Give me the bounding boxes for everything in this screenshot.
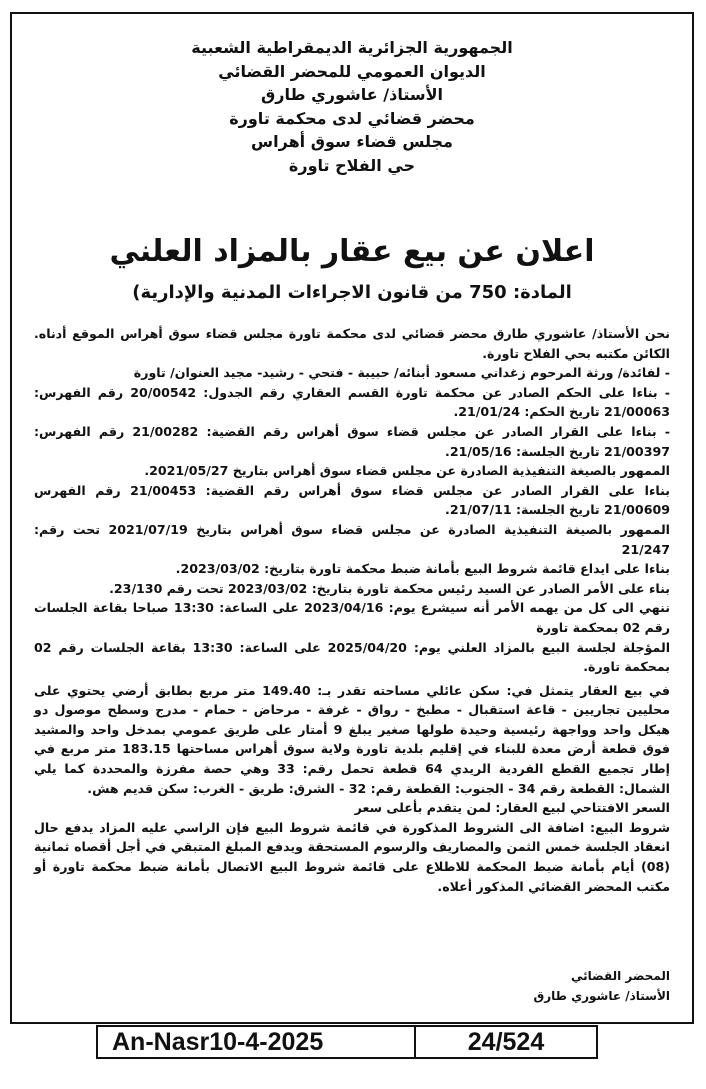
body-paragraph: بناء على الأمر الصادر عن السيد رئيس محكمة تاورة بتاريخ: 2023/03/02 تحت رقم 23/130. — [109, 580, 670, 596]
announcement-body — [34, 324, 670, 896]
announcement-header — [12, 36, 692, 177]
opening-price: السعر الافتتاحي لبيع العقار: لمن يتقدم بأعلى سعر — [354, 800, 670, 816]
publication-source: An-Nasr10-4-2025 — [112, 1027, 324, 1056]
announcement-subtitle: المادة: 750 من قانون الاجراءات المدنية والإدارية) — [132, 282, 572, 303]
publication-number: 24/524 — [467, 1027, 545, 1056]
sale-conditions: شروط البيع: اضافة الى الشروط المذكورة في قائمة شروط البيع فإن الراسي عليه المزاد يدفع حال انعقاد الجلسة خمس الثمن والمصاريف والرسوم المستحقة ويدفع المبلغ المتبقي في أجل أقصاه ثمانية (08) أيام بأمانة ضبط المحكمة للاطلاع على قائمة شروط البيع الاتصال بأمانة ضبط محكمة تاورة أو مكتب المحضر القضائي المذكور أعلاه. — [34, 819, 670, 894]
header-line-court: محضر قضائي لدى محكمة تاورة — [229, 108, 475, 128]
body-paragraph: - بناءا على الحكم الصادر عن محكمة تاورة القسم العقاري رقم الجدول: 20/00542 رقم الفهرس: 21/00063 تاريخ الحكم: 21/01/24. — [34, 384, 670, 420]
body-paragraph: الممهور بالصيغة التنفيذية الصادرة عن مجلس قضاء سوق أهراس بتاريخ 2021/07/19 تحت رقم: 21/247 — [34, 521, 670, 557]
announcement-sheet — [10, 12, 694, 1024]
body-paragraph: الممهور بالصيغة التنفيذية الصادرة عن مجلس قضاء سوق أهراس بتاريخ 2021/05/27. — [144, 463, 670, 479]
header-line-address: حي الفلاح تاورة — [288, 155, 416, 175]
signature-name: الأستاذ/ عاشوري طارق — [533, 989, 670, 1003]
header-line-council: مجلس قضاء سوق أهراس — [251, 132, 453, 151]
body-paragraph: بناءا على القرار الصادر عن مجلس قضاء سوق أهراس رقم القضية: 21/00453 رقم الفهرس 21/00609 تاريخ الجلسة: 21/07/11. — [34, 482, 671, 518]
body-paragraph: ننهي الى كل من يهمه الأمر أنه سيشرع يوم: 2023/04/16 على الساعة: 13:30 صباحا بقاعة الجلسات رقم 02 بمحكمة تاورة — [34, 600, 670, 635]
header-line-republic: الجمهورية الجزائرية الديمقراطية الشعبية — [191, 38, 513, 57]
body-paragraph: - بناءا على القرار الصادر عن مجلس قضاء سوق أهراس رقم القضية: 21/00282 رقم الفهرس: 21/00397 تاريخ الجلسة: 21/05/16. — [34, 423, 670, 459]
signature-role: المحضر القضائي — [570, 969, 670, 983]
body-paragraph: نحن الأستاذ/ عاشوري طارق محضر قضائي لدى محكمة تاورة مجلس قضاء سوق أهراس الموقع أدناه. الكائن مكتبه بحي الفلاح تاورة. — [34, 326, 670, 361]
body-paragraph: بناءا على ايداع قائمة شروط البيع بأمانة ضبط محكمة تاورة بتاريخ: 2023/03/02. — [175, 561, 670, 577]
signature-block — [34, 966, 670, 1006]
body-paragraph: - لفائدة/ ورثة المرحوم زغداني مسعود أبنائه/ حبيبة - فتحي - رشيد- مجيد العنوان/ تاورة — [133, 365, 670, 381]
publication-footer — [96, 1025, 598, 1059]
property-description: في بيع العقار يتمثل في: سكن عائلي مساحته تقدر بـ: 149.40 متر مربع بطابق أرضي يحتوي على محليين تجاريين - قاعة استقبال - مطبخ - رواق - غرفة - مرحاض - حمام - مدرج وسطح موصول دو هيكل واحد وواجهة رئيسية وحيدة طولها صغير يبلغ 9 أمتار على طريق عمومي بمدخل واحد والمشيد فوق قطعة أرض معدة للبناء في إقليم بلدية تاورة ولاية سوق أهراس مساحتها 183.15 متر مربع في إطار تجميع القطع الفردية الريدي 64 قطعة تحمل رقم: 33 وهي حصة مفرزة والمحددة كما يلي الشمال: القطعة رقم 34 - الجنوب: القطعة رقم: 32 - الشرق: طريق - الغرب: سكن قديم هش. — [34, 682, 671, 796]
body-paragraph: المؤجلة لجلسة البيع بالمزاد العلني يوم: 2025/04/20 على الساعة: 13:30 بقاعة الجلسات رقم 02 بمحكمة تاورة. — [34, 639, 671, 675]
header-line-bailiff-name: الأستاذ/ عاشوري طارق — [260, 85, 444, 104]
header-line-office: الديوان العمومي للمحضر القضائي — [218, 61, 486, 81]
announcement-title: اعلان عن بيع عقار بالمزاد العلني — [109, 234, 595, 269]
